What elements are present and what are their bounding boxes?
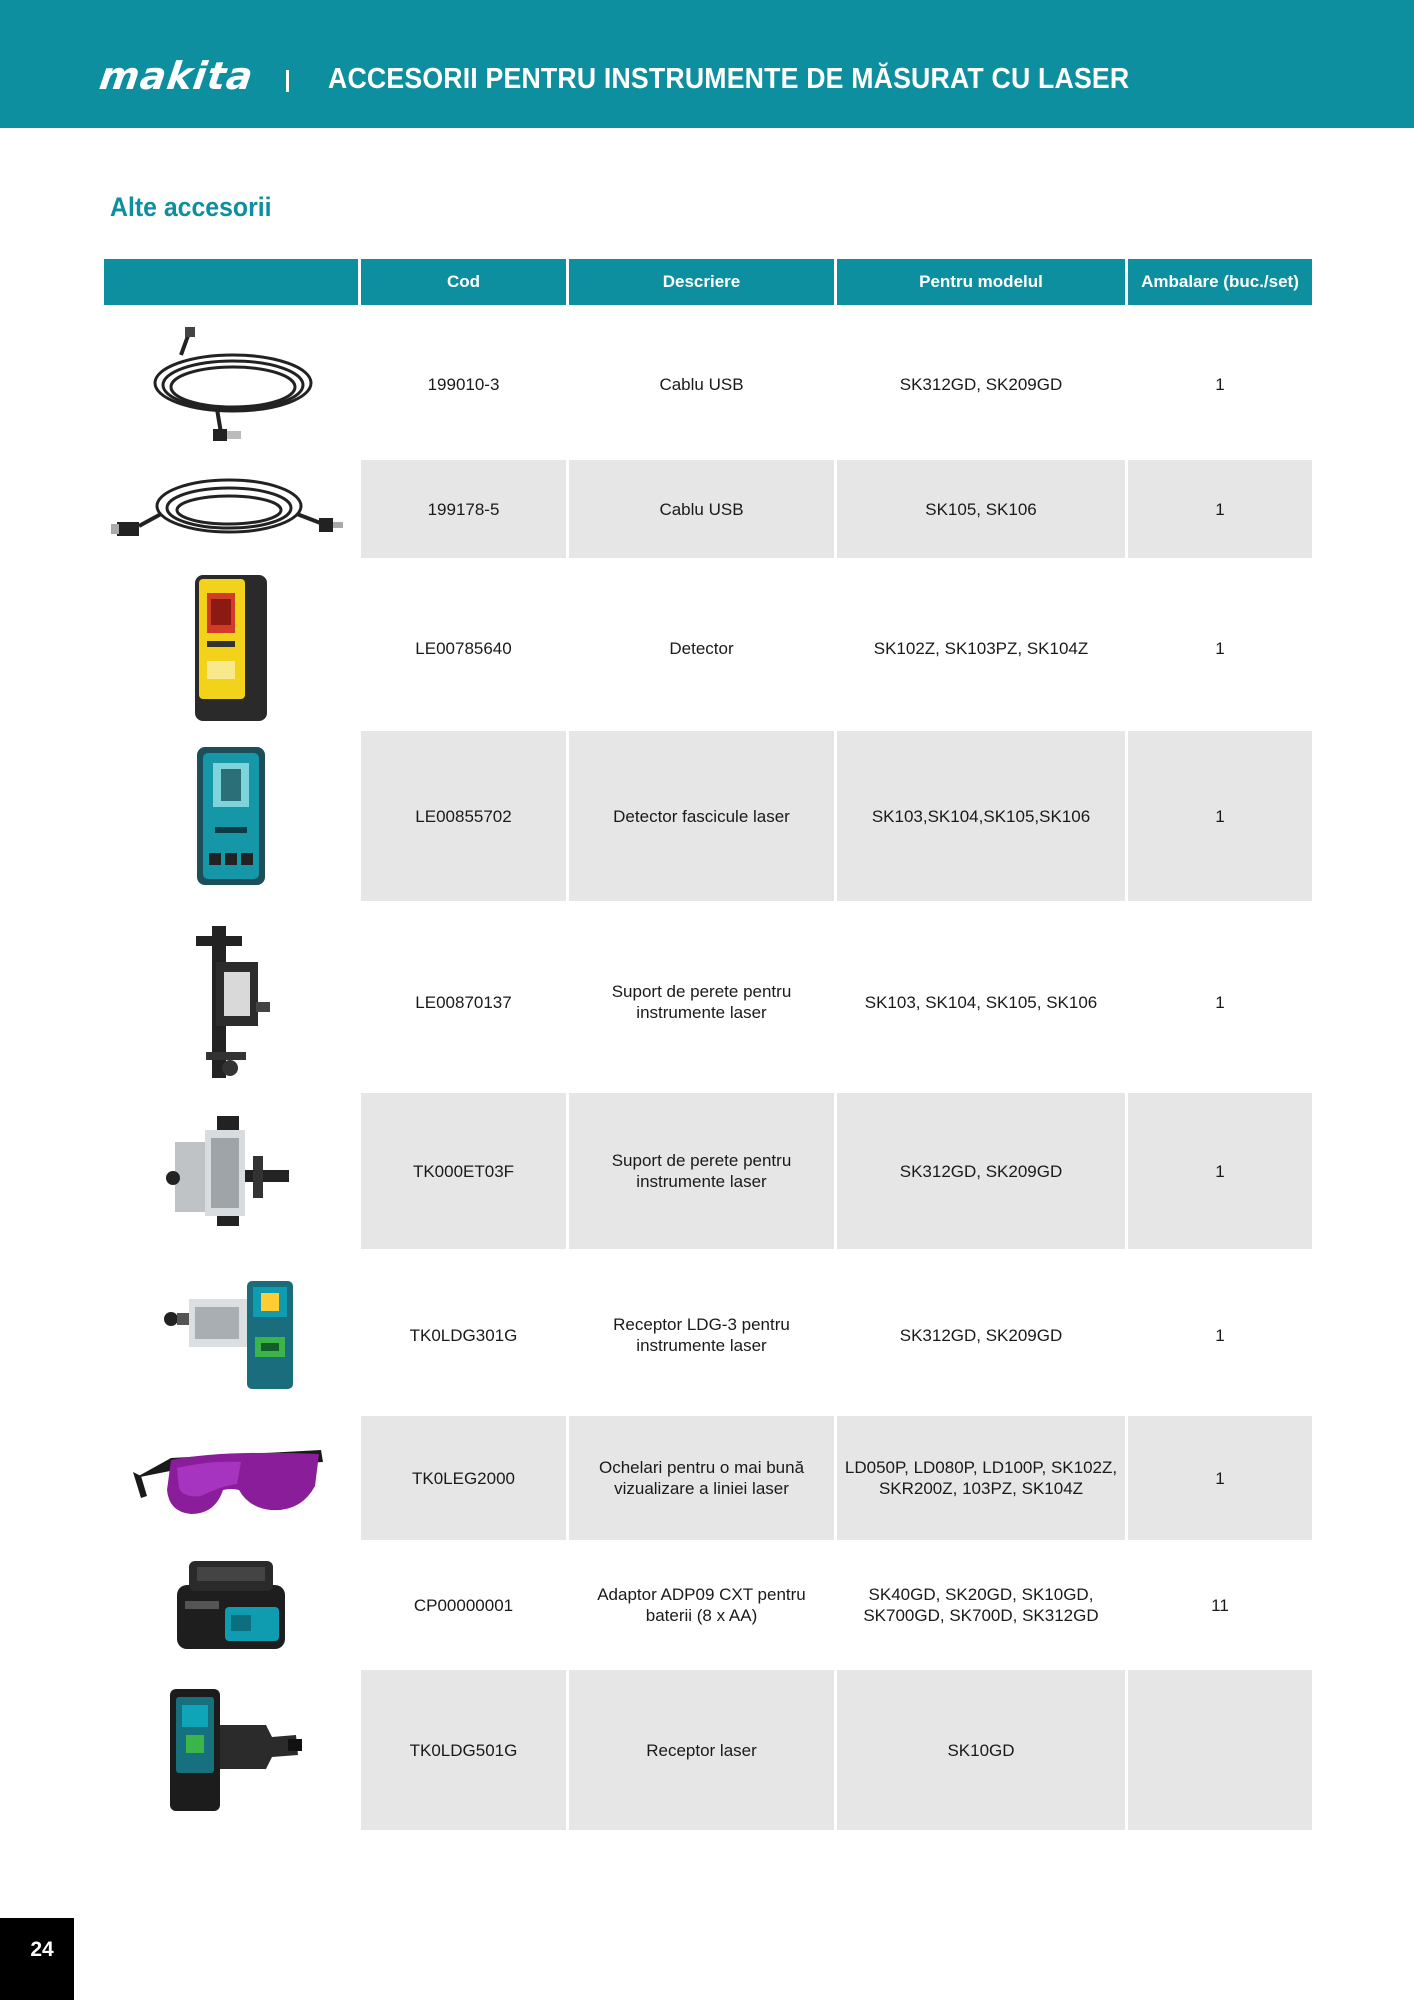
cell-model: SK105, SK106 (837, 460, 1125, 558)
cell-cod: CP00000001 (413, 1595, 514, 1615)
makita-logo: makita (96, 54, 257, 98)
table-row (104, 568, 1312, 728)
cell-model: SK10GD (837, 1670, 1125, 1830)
table-row (104, 460, 1312, 558)
section-title: Alte accesorii (110, 192, 272, 222)
table-row (104, 731, 1312, 901)
table-row (104, 911, 1312, 1093)
cell-cod: LE00855702 (361, 731, 566, 901)
laser-glasses-icon (104, 1416, 358, 1540)
cell-model: SK312GD, SK209GD (899, 1325, 1063, 1345)
cell-descriere: Suport de perete pentru instrumente laser (569, 1093, 834, 1249)
cell-descriere: Ochelari pentru o mai bună vizualizare a liniei laser (569, 1416, 834, 1540)
receiver-clamp-icon (104, 1254, 358, 1416)
cell-ambalare: 1 (1128, 1093, 1312, 1249)
wall-bracket-icon (104, 1093, 358, 1249)
cell-model: LD050P, LD080P, LD100P, SK102Z, SKR200Z, 103PZ, SK104Z (837, 1416, 1125, 1540)
cell-ambalare: 1 (1128, 731, 1312, 901)
cell-ambalare: 1 (1215, 992, 1225, 1012)
header-ambalare: Ambalare (buc./set) (1128, 259, 1312, 305)
cell-descriere: Cablu USB (569, 460, 834, 558)
cell-cod: TK0LDG301G (409, 1325, 518, 1345)
cell-cod: TK0LEG2000 (361, 1416, 566, 1540)
cell-ambalare: 1 (1128, 460, 1312, 558)
cell-model: SK103, SK104, SK105, SK106 (864, 992, 1098, 1012)
cell-descriere: Receptor LDG-3 pentru instrumente laser (613, 1315, 790, 1355)
header-divider (286, 70, 289, 92)
cell-cod: LE00785640 (415, 638, 512, 658)
table-row (104, 1093, 1312, 1249)
battery-adapter-icon (104, 1540, 358, 1670)
table-row (104, 1540, 1312, 1670)
header-cod: Cod (361, 259, 566, 305)
usb-cable-icon (104, 319, 358, 450)
usb-cable-icon (104, 460, 358, 558)
cell-ambalare: 1 (1215, 375, 1225, 394)
cell-ambalare: 11 (1211, 1595, 1229, 1615)
cell-descriere: Adaptor ADP09 CXT pentru baterii (8 x AA) (597, 1585, 806, 1625)
cell-cod: 199010-3 (427, 375, 500, 394)
cell-ambalare: 1 (1128, 1416, 1312, 1540)
cell-descriere: Receptor laser (569, 1670, 834, 1830)
cell-descriere: Detector fascicule laser (569, 731, 834, 901)
cell-descriere: Suport de perete pentru instrumente laser (611, 982, 792, 1022)
cell-model: SK312GD, SK209GD (899, 375, 1063, 394)
cell-cod: TK0LDG501G (361, 1670, 566, 1830)
header-image (104, 259, 358, 305)
cell-model: SK40GD, SK20GD, SK10GD, SK700GD, SK700D, SK312GD (863, 1585, 1099, 1625)
wall-mount-icon (104, 911, 358, 1093)
cell-descriere: Detector (669, 638, 734, 658)
table-row (104, 319, 1312, 450)
header-descriere: Descriere (569, 259, 834, 305)
header-model: Pentru modelul (837, 259, 1125, 305)
laser-receiver-icon (104, 1670, 358, 1830)
cell-ambalare (1128, 1670, 1312, 1830)
laser-detector-icon (104, 731, 358, 901)
cell-model: SK102Z, SK103PZ, SK104Z (873, 638, 1089, 658)
cell-ambalare: 1 (1215, 1325, 1225, 1345)
cell-cod: LE00870137 (415, 992, 512, 1012)
cell-cod: 199178-5 (361, 460, 566, 558)
table-row (104, 1254, 1312, 1416)
cell-model: SK312GD, SK209GD (837, 1093, 1125, 1249)
header-bar (0, 0, 1414, 128)
table-header-row (104, 259, 1312, 305)
table-row (104, 1416, 1312, 1540)
cell-model: SK103,SK104,SK105,SK106 (837, 731, 1125, 901)
cell-cod: TK000ET03F (361, 1093, 566, 1249)
cell-ambalare: 1 (1215, 638, 1225, 658)
page-number: 24 (30, 1938, 54, 1961)
detector-icon (104, 568, 358, 728)
accessories-table (104, 259, 1312, 1760)
cell-descriere: Cablu USB (659, 375, 744, 394)
table-row (104, 1670, 1312, 1830)
page-title: ACCESORII PENTRU INSTRUMENTE DE MĂSURAT CU LASER (328, 63, 1130, 95)
